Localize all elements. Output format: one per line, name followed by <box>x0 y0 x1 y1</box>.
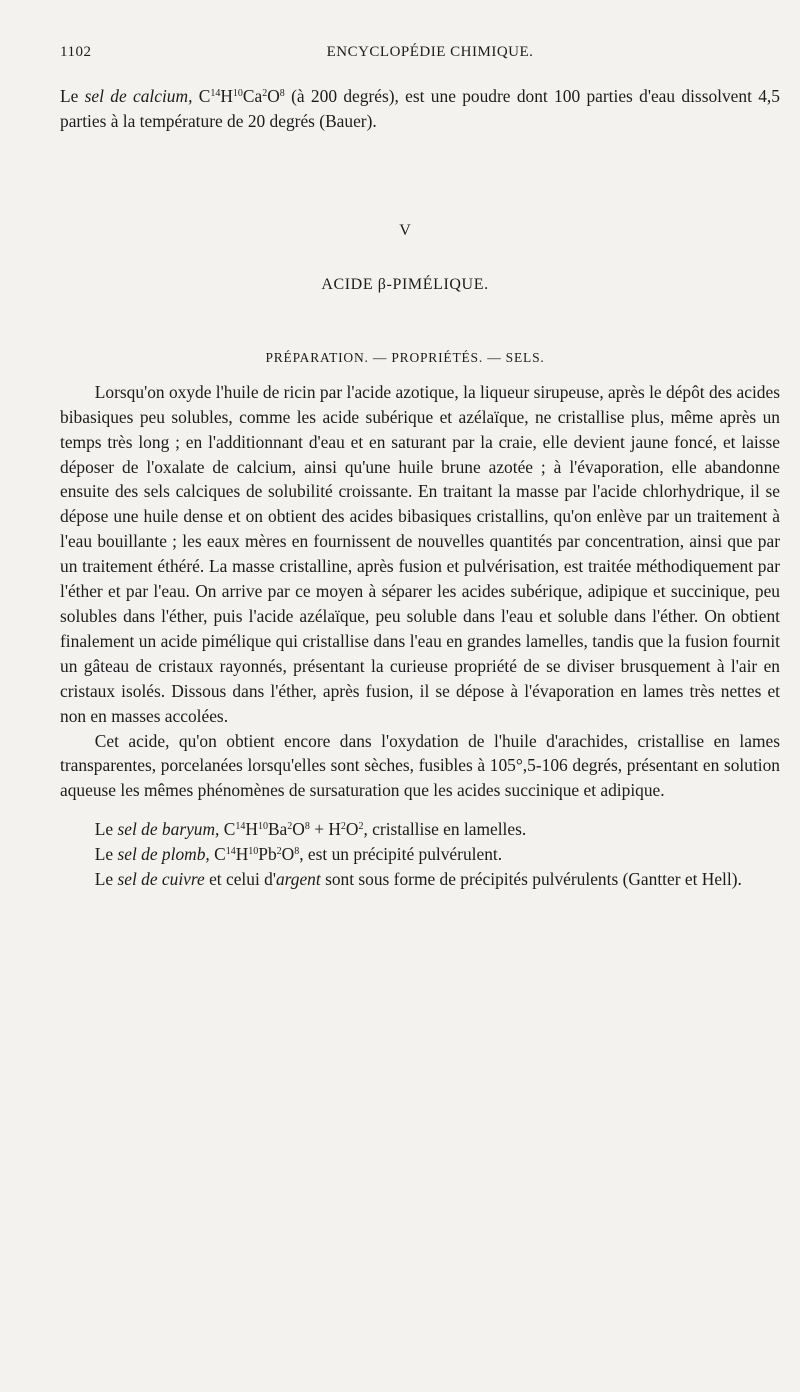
copper-silver-salt-line: Le sel de cuivre et celui d'argent sont sous forme de précipités pulvérulents (Gantter et Hell). <box>94 869 742 890</box>
section-title: ACIDE β-PIMÉLIQUE. <box>321 275 489 293</box>
calcium-salt-paragraph: Le sel de calcium, $C^{14}H^{10}Ca^2O^8$ (à 200 degrés), est une poudre dont 100 parties d'eau dissolvent 4,5 parties à la température de 20 degrés (Bauer). <box>60 86 780 131</box>
properties-paragraph: Cet acide, qu'on obtient encore dans l'oxydation de l'huile d'arachides, cristallise en lames transparentes, porcelanées lorsqu'elles sont sèches, fusibles à 105°,5-106 degrés, présentant en solution aqueuse les mêmes phénomènes de sursaturation que les acides succinique et adipique. <box>60 730 780 801</box>
barium-salt-name: sel de baryum, <box>117 819 220 840</box>
silver-salt-name: argent <box>275 869 321 890</box>
calcium-salt-name: sel de calcium, <box>84 86 193 106</box>
section-numeral: V <box>399 221 411 239</box>
lead-salt-name: sel de plomb, <box>117 844 210 865</box>
running-head <box>60 38 780 64</box>
calcium-formula: $C^{14}H^{10}Ca^2O^8$ <box>198 86 285 106</box>
lead-salt-line: Le sel de plomb, $C^{14}H^{10}Pb^2O^8$, est un précipité pulvérulent. <box>94 844 503 865</box>
lead-formula: $C^{14}H^{10}Pb^2O^8$ <box>214 844 300 865</box>
section-subheadings: PRÉPARATION. — PROPRIÉTÉS. — SELS. <box>265 349 545 365</box>
page-number: 1102 <box>60 44 92 60</box>
barium-formula: $C^{14}H^{10}Ba^2O^8 + H^2O^2$ <box>223 819 364 840</box>
preparation-paragraph: Lorsqu'on oxyde l'huile de ricin par l'acide azotique, la liqueur sirupeuse, après le dépôt des acides bibasiques peu solubles, comme les acide subérique et azélaïque, ne cristallise plus, même après un temps très long ; en l'additionnant d'eau et en saturant par la craie, elle devient jaune foncé, et laisse déposer de l'oxalate de calcium, ainsi qu'une huile brune azotée ; à l'évaporation, elle abandonne ensuite des sels calciques de solubilité croissante. En traitant la masse par l'acide chlorhydrique, il se dépose une huile dense et on obtient des acides bibasiques cristallins, qu'on enlève par un traitement à l'eau bouillante ; les eaux mères en fournissent de nouvelles quantités par concentration, ainsi que par un traitement éthéré. La masse cristalline, après fusion et pulvérisation, est traitée méthodiquement par l'éther et par l'eau. On arrive par ce moyen à séparer les acides subérique, adipique et succinique, peu solubles dans l'éther, puis l'acide azélaïque, peu soluble dans l'eau et soluble dans l'éther. On obtient finalement un acide pimélique qui cristallise dans l'eau en grandes lamelles, tandis que la fusion fournit un gâteau de cristaux rayonnés, présentant la curieuse propriété de se diviser brusquement à l'air en cristaux isolés. Dissous dans l'éther, après fusion, il se dépose à l'évaporation en lames très nettes et non en masses accolées. <box>60 381 780 726</box>
copper-salt-name: sel de cuivre <box>117 869 205 890</box>
journal-title: ENCYCLOPÉDIE CHIMIQUE. <box>326 44 534 60</box>
barium-salt-line: Le sel de baryum, $C^{14}H^{10}Ba^2O^8 + H^2O^2$, cristallise en lamelles. <box>94 819 527 840</box>
